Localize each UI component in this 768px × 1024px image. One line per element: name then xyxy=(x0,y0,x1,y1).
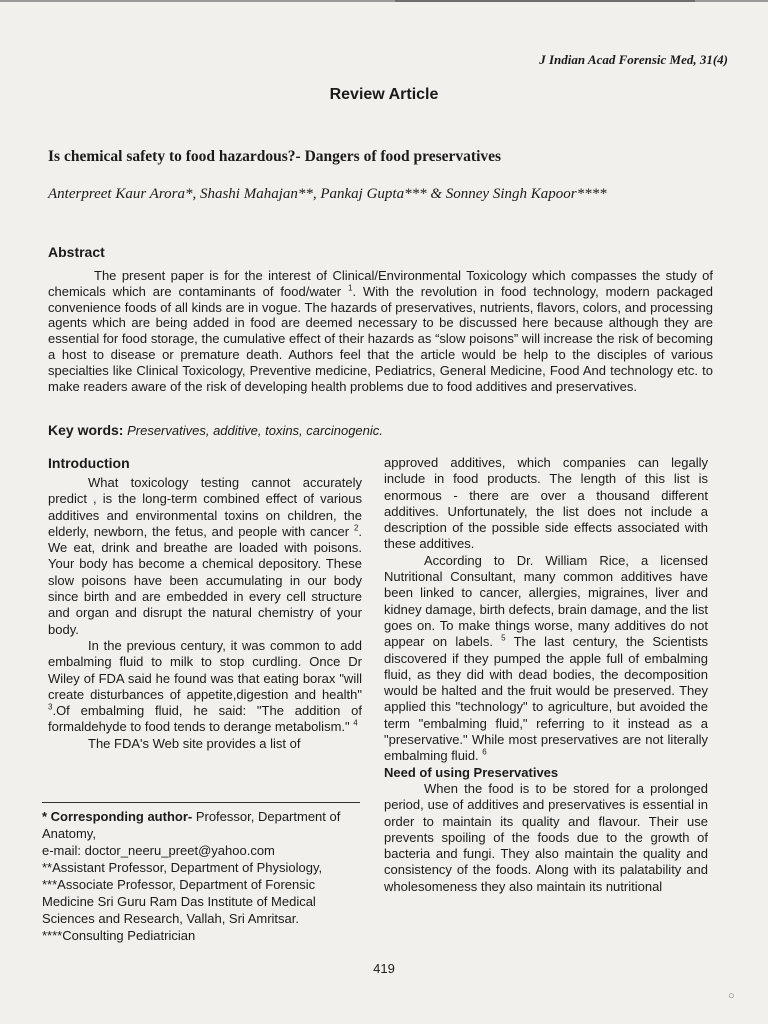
right-paragraph-3: When the food is to be stored for a prolonged period, use of additives and preservatives is essential in order to maintain its quality and flavour. Their use prevents spoiling of the foods due to the growth of bacteria and fungi. They also maintain the quality and consistency of the foods. Along with its palatability and wholesomeness they also maintain its nutritional xyxy=(384,780,708,894)
scan-mark: ○ xyxy=(728,990,735,1002)
keywords-label: Key words: xyxy=(48,422,124,438)
section-label: Review Article xyxy=(329,86,439,103)
author-list: Anterpreet Kaur Arora*, Shashi Mahajan**, Pankaj Gupta*** & Sonney Singh Kapoor**** xyxy=(48,186,607,202)
right-p2-text-b: The last century, the Scientists discovered if they pumped the apple full of embalming fluid, as they did with dead bodies, the decomposition would be halted and the fruit would be preserved. They applied this "technology" to agriculture, but avoided the term "embalming fluid," referring to it instead as a "preservative." While most preservatives are not literally embalming fluid. xyxy=(384,634,709,764)
preservatives-heading: Need of using Preservatives xyxy=(384,764,559,780)
page-number: 419 xyxy=(373,961,395,976)
article-title: Is chemical safety to food hazardous?- Dangers of food preservatives xyxy=(48,148,502,165)
journal-citation: J Indian Acad Forensic Med, 31(4) xyxy=(539,52,728,67)
intro-paragraph-2 xyxy=(48,638,362,736)
footnote-2: **Assistant Professor, Department of Physiology, xyxy=(42,860,323,875)
intro-p1-text: What toxicology testing cannot accurately predict , is the long-term combined effect of various additives and environmental toxins on children, the elderly, newborn, the fetus, and people with cancer xyxy=(48,475,362,539)
reference-1: 1 xyxy=(348,283,353,293)
reference-5: 5 xyxy=(501,633,506,643)
intro-paragraph-3: The FDA's Web site provides a list of xyxy=(88,735,301,751)
left-column xyxy=(48,455,362,752)
keywords-line xyxy=(48,422,713,438)
abstract-text-a: The present paper is for the interest of Clinical/Environmental Toxicology which compasses the study of chemicals which are contaminants of food/water xyxy=(48,268,713,299)
right-paragraph-2 xyxy=(384,553,708,765)
right-column xyxy=(384,455,708,895)
intro-p2-text: In the previous century, it was common to add embalming fluid to milk to stop curdling. Once Dr Wiley of FDA said he found was that eating borax "will create disturbances of appetite,digestion and health" xyxy=(48,637,362,702)
intro-p2-text-b: .Of embalming fluid, he said: "The addition of formaldehyde to food tends to derange metabolism." xyxy=(48,703,362,735)
reference-2: 2 xyxy=(353,523,359,533)
footnote-email: e-mail: doctor_neeru_preet@yahoo.com xyxy=(42,843,275,858)
intro-paragraph-1 xyxy=(48,475,362,638)
footnote-divider xyxy=(42,802,360,803)
reference-4: 4 xyxy=(353,719,358,729)
abstract-heading: Abstract xyxy=(48,244,105,260)
intro-p1-text-b: . We eat, drink and breathe are loaded with poisons. Your body has become a chemical depository. These slow poisons have been accumulating in our body since birth and are embedded in every cell structure and organ and disrupt the natural chemistry of your body. xyxy=(48,523,363,637)
footnote-corresponding xyxy=(42,808,364,842)
reference-3: 3 xyxy=(48,702,53,712)
footnote-3: ***Associate Professor, Department of Forensic Medicine Sri Guru Ram Das Institute of Medical Sciences and Research, Vallah, Sri Amritsar. xyxy=(42,877,316,926)
scan-edge-line-dark xyxy=(395,0,695,2)
introduction-heading: Introduction xyxy=(48,455,130,471)
corresponding-label: * Corresponding author- xyxy=(42,809,193,824)
footnote-4: ****Consulting Pediatrician xyxy=(42,928,196,943)
keywords-value: Preservatives, additive, toxins, carcinogenic. xyxy=(127,423,383,438)
reference-6: 6 xyxy=(482,748,487,758)
abstract-body xyxy=(48,268,713,394)
abstract-text-b: . With the revolution in food technology, modern packaged convenience foods of all kinds are in vogue. The hazards of preservatives, nutrients, flavors, colors, and processing agents which are being added in food are deemed necessary to be discussed here because although they are essential for food storage, the cumulative effect of their hazards as “slow poisons” will increase the risk of becoming a host to disease or premature death. Authors feel that the article would be help to the disciples of various specialties like Clinical Toxicology, Preventive medicine, Pediatrics, General Medicine, Food And technology etc. to make readers aware of the risk of developing health problems due to food additives and preservatives. xyxy=(48,283,713,394)
right-paragraph-1: approved additives, which companies can legally include in food products. The length of this list is enormous - there are over a thousand different additives. Unfortunately, the list does not include a description of the possible side effects associated with these additives. xyxy=(384,455,708,552)
corresponding-text: Professor, Department of Anatomy, xyxy=(42,809,341,841)
footnotes xyxy=(42,808,364,944)
right-p2-text: According to Dr. William Rice, a licensed Nutritional Consultant, many common additives have been linked to cancer, allergies, migraines, liver and kidney damage, birth defects, brain damage, and the list goes on. To make things worse, many additives do not appear on labels. xyxy=(384,552,708,650)
